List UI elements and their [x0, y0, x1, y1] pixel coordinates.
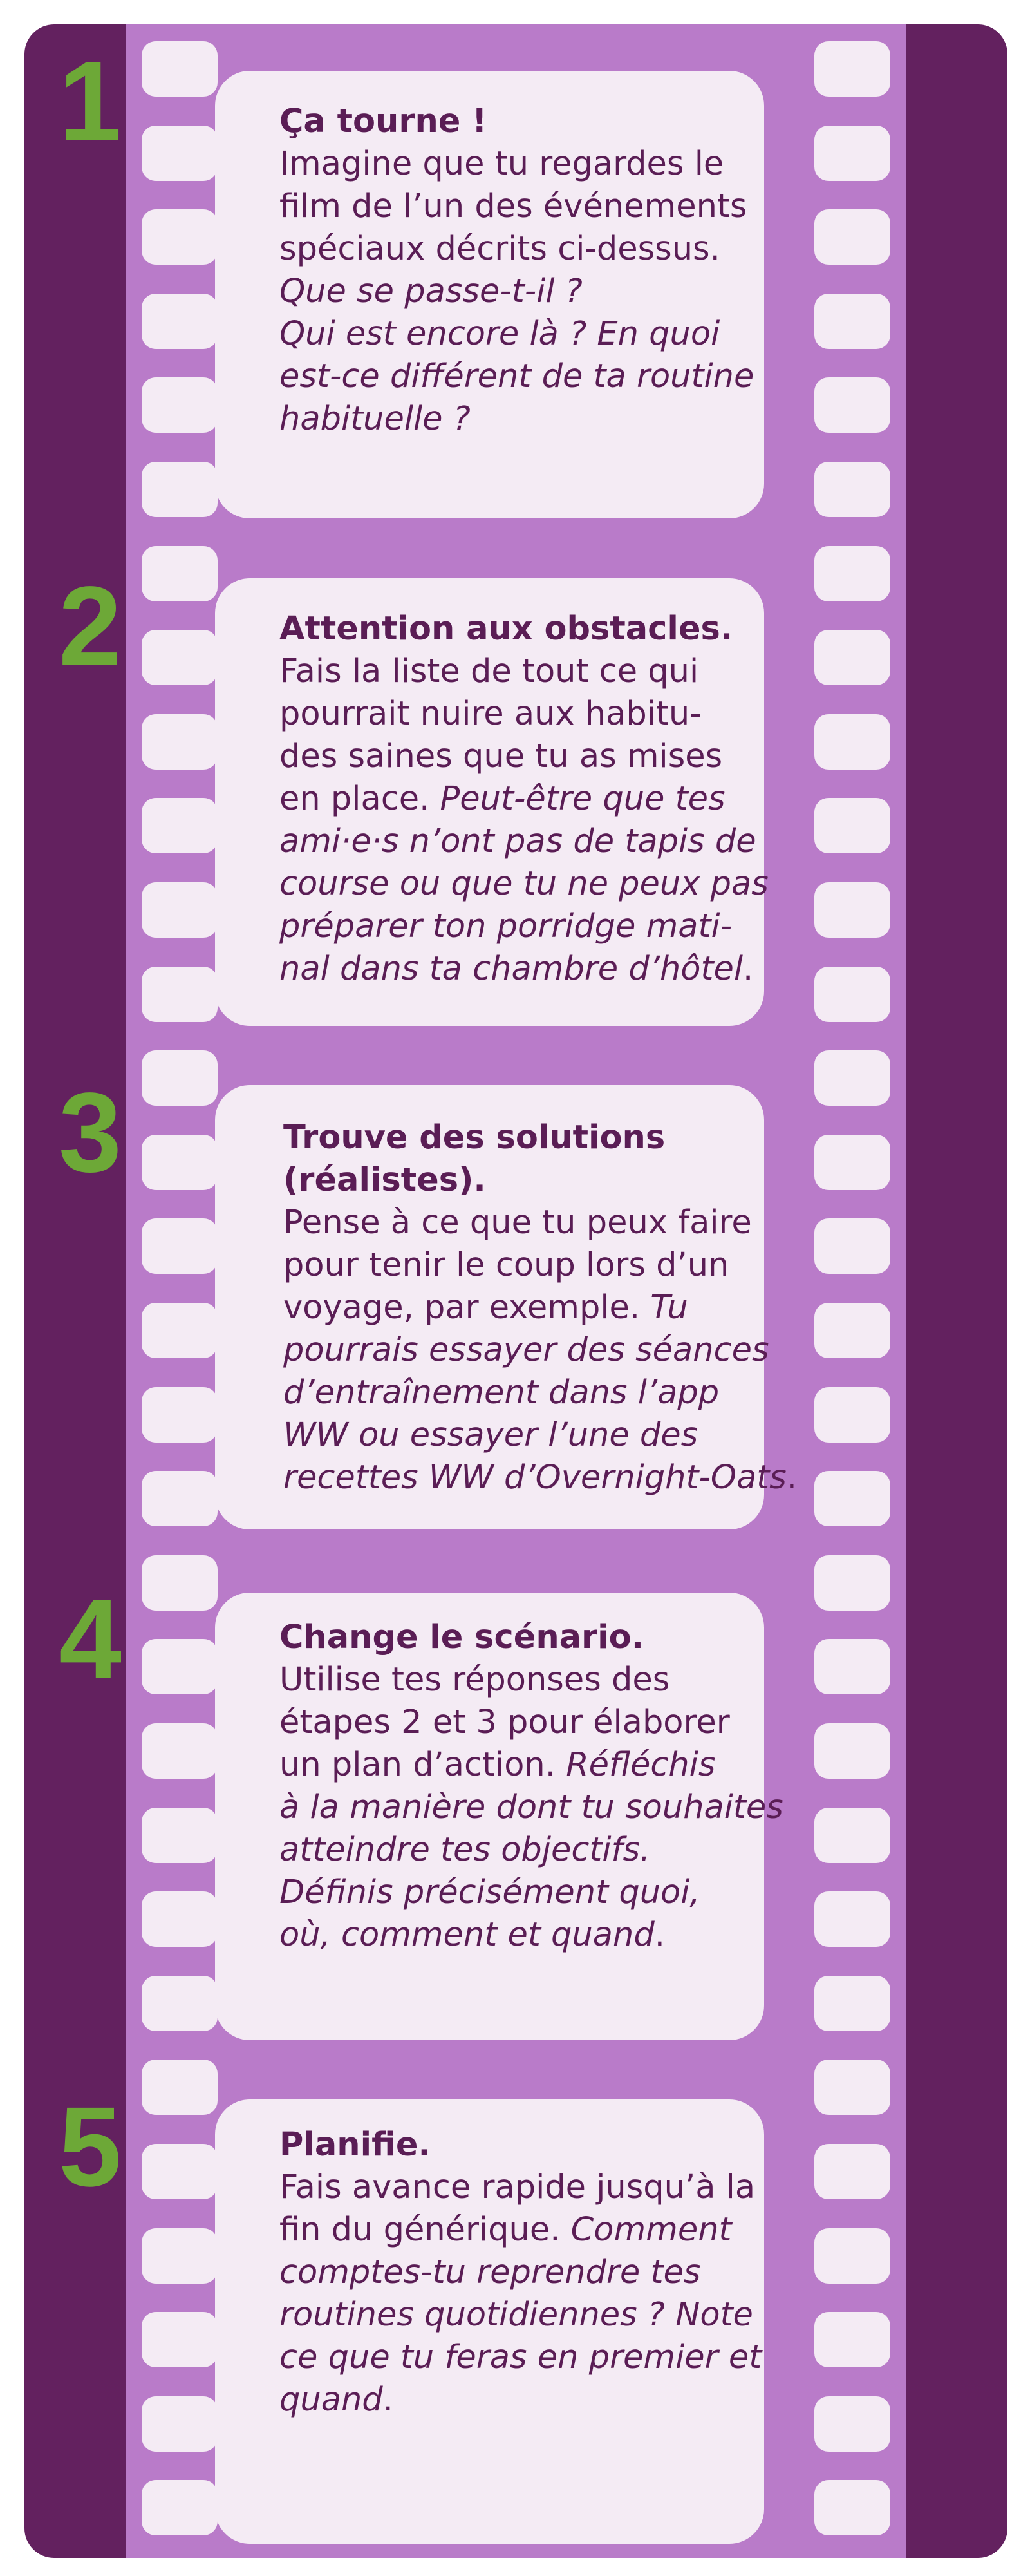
- step-5-line: fin du générique. Comment: [279, 2211, 732, 2249]
- sprocket-hole: [814, 546, 890, 601]
- step-5-line: ce que tu feras en premier et: [279, 2338, 762, 2376]
- step-2-line: course ou que tu ne peux pas: [279, 865, 769, 903]
- step-5-line: routines quotidiennes ? Note: [279, 2296, 753, 2334]
- sprocket-hole: [814, 1387, 890, 1443]
- sprocket-hole: [142, 2312, 218, 2367]
- sprocket-hole: [814, 2480, 890, 2535]
- step-title-2: Attention aux obstacles.: [279, 610, 733, 648]
- step-5-line: comptes-tu reprendre tes: [279, 2253, 701, 2291]
- sprocket-hole: [814, 1891, 890, 1947]
- step-4-line: Définis précisément quoi,: [279, 1873, 700, 1911]
- sprocket-hole: [814, 882, 890, 938]
- step-4-line: à la manière dont tu souhaites: [279, 1788, 783, 1826]
- sprocket-hole: [814, 377, 890, 433]
- sprocket-hole: [142, 294, 218, 349]
- sprocket-hole: [814, 294, 890, 349]
- step-5-line: Fais avance rapide jusqu’à la: [279, 2168, 756, 2206]
- step-number-3: 3: [59, 1070, 122, 1196]
- step-text-4: [279, 1616, 783, 1956]
- sprocket-hole: [814, 1135, 890, 1190]
- step-2-line: Fais la liste de tout ce qui: [279, 652, 699, 690]
- sprocket-hole: [814, 2396, 890, 2452]
- step-4-line: Utilise tes réponses des: [279, 1661, 670, 1699]
- step-title-3-line2: (réalistes).: [283, 1161, 486, 1199]
- sprocket-hole: [142, 2480, 218, 2535]
- step-text-5: [279, 2124, 762, 2421]
- sprocket-hole: [142, 1218, 218, 1274]
- step-2-line: en place. Peut-être que tes: [279, 780, 726, 818]
- sprocket-hole: [814, 2228, 890, 2284]
- step-2-line: pourrait nuire aux habitu-: [279, 695, 702, 733]
- sprocket-hole: [814, 41, 890, 97]
- step-number-1: 1: [59, 39, 122, 165]
- sprocket-hole: [814, 2144, 890, 2199]
- sprocket-hole: [814, 1050, 890, 1106]
- step-3-line: pourrais essayer des séances: [283, 1331, 769, 1369]
- sprocket-hole: [814, 2060, 890, 2115]
- step-1-line: est-ce différent de ta routine: [279, 357, 754, 395]
- step-4-line: étapes 2 et 3 pour élaborer: [279, 1703, 730, 1741]
- sprocket-hole: [142, 1891, 218, 1947]
- step-1-line: habituelle ?: [279, 400, 471, 438]
- sprocket-hole: [142, 1387, 218, 1443]
- sprocket-hole: [814, 209, 890, 265]
- step-3-line: voyage, par exemple. Tu: [283, 1289, 688, 1327]
- sprocket-hole: [814, 630, 890, 685]
- sprocket-hole: [814, 2312, 890, 2367]
- sprocket-hole: [814, 1218, 890, 1274]
- sprocket-hole: [142, 967, 218, 1022]
- step-number-2: 2: [59, 564, 122, 690]
- sprocket-hole: [142, 1471, 218, 1526]
- sprocket-hole: [814, 1976, 890, 2031]
- step-title-5: Planifie.: [279, 2126, 431, 2164]
- step-2-line: préparer ton porridge mati-: [279, 907, 733, 945]
- step-3-line: WW ou essayer l’une des: [283, 1416, 698, 1454]
- step-4-line: un plan d’action. Réfléchis: [279, 1746, 716, 1784]
- sprocket-hole: [142, 2228, 218, 2284]
- step-number-4: 4: [59, 1577, 122, 1703]
- sprocket-hole: [814, 462, 890, 517]
- sprocket-hole: [814, 1808, 890, 1863]
- step-3-line: pour tenir le coup lors d’un: [283, 1246, 729, 1284]
- sprocket-hole: [142, 462, 218, 517]
- step-3-line: d’entraînement dans l’app: [283, 1374, 720, 1412]
- sprocket-hole: [814, 1555, 890, 1611]
- sprocket-hole: [142, 798, 218, 853]
- step-1-line: film de l’un des événements: [279, 187, 747, 225]
- sprocket-hole: [142, 2396, 218, 2452]
- sprocket-hole: [814, 126, 890, 181]
- step-2-line: des saines que tu as mises: [279, 737, 723, 775]
- sprocket-hole: [814, 1639, 890, 1694]
- step-1-line: Imagine que tu regardes le: [279, 145, 724, 183]
- step-title-4: Change le scénario.: [279, 1618, 644, 1656]
- step-3-line: recettes WW d’Overnight-Oats.: [283, 1459, 798, 1497]
- step-4-line: où, comment et quand.: [279, 1916, 665, 1954]
- sprocket-hole: [142, 1808, 218, 1863]
- sprocket-hole: [142, 882, 218, 938]
- step-text-2: [279, 608, 769, 990]
- step-title-3: Trouve des solutions: [283, 1119, 666, 1157]
- step-2-line: ami·e·s n’ont pas de tapis de: [279, 822, 756, 860]
- sprocket-hole: [814, 714, 890, 770]
- sprocket-hole: [142, 209, 218, 265]
- step-3-line: Pense à ce que tu peux faire: [283, 1204, 752, 1242]
- step-number-5: 5: [59, 2084, 122, 2210]
- sprocket-hole: [814, 1303, 890, 1358]
- step-1-line: spéciaux décrits ci-dessus.: [279, 230, 720, 268]
- sprocket-hole: [814, 967, 890, 1022]
- step-4-line: atteindre tes objectifs.: [279, 1831, 651, 1869]
- step-title-1: Ça tourne !: [279, 102, 487, 140]
- sprocket-hole: [814, 1723, 890, 1779]
- step-text-3: [283, 1117, 798, 1499]
- step-text-1: [279, 100, 756, 440]
- sprocket-hole: [142, 1723, 218, 1779]
- sprocket-hole: [142, 1303, 218, 1358]
- step-1-line: Qui est encore là ? En quoi: [279, 315, 720, 353]
- sprocket-hole: [142, 377, 218, 433]
- step-1-line: Que se passe-t-il ?: [279, 272, 583, 310]
- sprocket-hole: [814, 1471, 890, 1526]
- sprocket-hole: [142, 1976, 218, 2031]
- sprocket-hole: [814, 798, 890, 853]
- step-5-line: quand.: [279, 2381, 393, 2419]
- step-2-line: nal dans ta chambre d’hôtel.: [279, 950, 754, 988]
- sprocket-hole: [142, 714, 218, 770]
